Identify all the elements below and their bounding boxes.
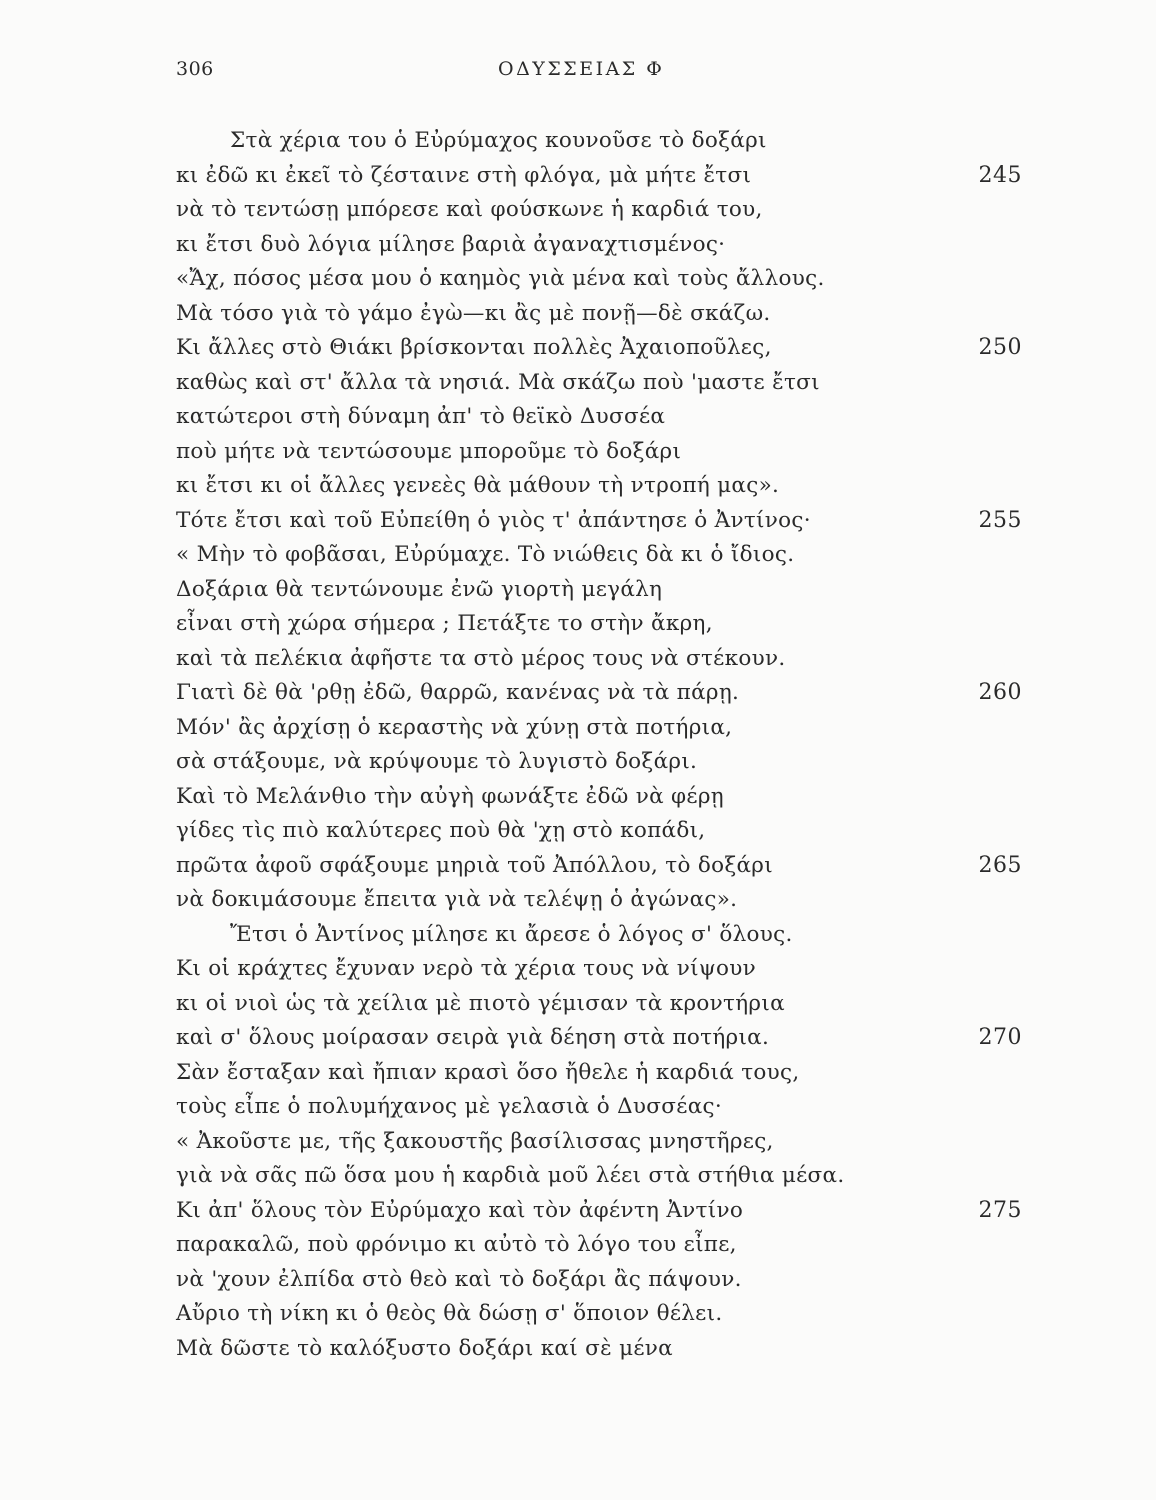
verse-line [176, 193, 1026, 228]
verse-line [176, 504, 1026, 539]
verse-line [176, 1263, 1026, 1298]
verse-line-text: σὰ στάξουμε, νὰ κρύψουμε τὸ λυγιστὸ δοξάρι. [176, 749, 698, 774]
verse-line [176, 1056, 1026, 1091]
verse-line [176, 711, 1026, 746]
verse-line [176, 331, 1026, 366]
verse-line [176, 400, 1026, 435]
verse-line [176, 297, 1026, 332]
line-number: 265 [978, 852, 1022, 878]
verse-line-text: νὰ 'χουν ἐλπίδα στὸ θεὸ καὶ τὸ δοξάρι ἂς πάψουν. [176, 1266, 742, 1292]
verse-line [176, 1228, 1026, 1263]
verse-line-text: Δοξάρια θὰ τεντώνουμε ἐνῶ γιορτὴ μεγάλη [176, 576, 663, 602]
verse-line [176, 987, 1026, 1022]
verse-line-text: νὰ δοκιμάσουμε ἔπειτα γιὰ νὰ τελέψῃ ὁ ἀγώνας». [176, 887, 738, 912]
verse-line-text: Στὰ χέρια του ὁ Εὐρύμαχος κουνοῦσε τὸ δοξάρι [230, 128, 767, 153]
verse-line-text: κι ἔτσι κι οἱ ἄλλες γενεὲς θὰ μάθουν τὴ ντροπή μας». [176, 473, 780, 498]
verse-line [176, 1332, 1026, 1367]
verse-line-text: τοὺς εἶπε ὁ πολυμήχανος μὲ γελασιὰ ὁ Δυσσέας· [176, 1094, 722, 1119]
verse-line [176, 745, 1026, 780]
line-number: 275 [978, 1197, 1022, 1223]
verse-line [176, 883, 1026, 918]
verse-line [176, 642, 1026, 677]
verse-line [176, 262, 1026, 297]
line-number: 255 [978, 507, 1022, 533]
verse-line [176, 573, 1026, 608]
verse-line-text: πρῶτα ἀφοῦ σφάξουμε μηριὰ τοῦ Ἀπόλλου, τὸ δοξάρι [176, 852, 773, 878]
verse-line-text: κι ἐδῶ κι ἐκεῖ τὸ ζέσταινε στὴ φλόγα, μὰ μήτε ἔτσι [176, 162, 752, 188]
verse-line-text: Σὰν ἔσταξαν καὶ ἤπιαν κρασὶ ὅσο ἤθελε ἡ καρδιά τους, [176, 1059, 800, 1085]
verse-line-text: Κι ἄλλες στὸ Θιάκι βρίσκονται πολλὲς Ἀχαιοποῦλες, [176, 335, 772, 360]
line-number: 245 [978, 162, 1022, 188]
verse-line-text: κι οἱ νιοὶ ὡς τὰ χείλια μὲ πιοτὸ γέμισαν τὰ κροντήρια [176, 990, 785, 1016]
verse-line [176, 1297, 1026, 1332]
verse-line-text: « Ἀκοῦστε με, τῆς ξακουστῆς βασίλισσας μνηστῆρες, [176, 1128, 774, 1154]
verse-line [176, 538, 1026, 573]
verse-line [176, 1159, 1026, 1194]
verse-line-text: καθὼς καὶ στ' ἄλλα τὰ νησιά. Μὰ σκάζω ποὺ 'μαστε ἔτσι [176, 369, 820, 395]
verse-line-text: εἶναι στὴ χώρα σήμερα ; Πετάξτε το στὴν ἄκρη, [176, 611, 713, 636]
verse-line-text: κατώτεροι στὴ δύναμη ἀπ' τὸ θεϊκὸ Δυσσέα [176, 404, 666, 429]
verse-line [176, 849, 1026, 884]
verse-line-text: γίδες τὶς πιὸ καλύτερες ποὺ θὰ 'χῃ στὸ κοπάδι, [176, 818, 706, 843]
verse-line-text: Καὶ τὸ Μελάνθιο τὴν αὐγὴ φωνάξτε ἐδῶ νὰ φέρῃ [176, 783, 724, 809]
verse-line [176, 676, 1026, 711]
verse-line-text: Τότε ἔτσι καὶ τοῦ Εὐπείθη ὁ γιὸς τ' ἀπάντησε ὁ Ἀντίνος· [176, 507, 811, 533]
verse-line-text: «Ἄχ, πόσος μέσα μου ὁ καημὸς γιὰ μένα καὶ τοὺς ἄλλους. [176, 266, 825, 291]
verse-line-text: κι ἔτσι δυὸ λόγια μίλησε βαριὰ ἀγαναχτισμένος· [176, 231, 726, 257]
verse-line [176, 1194, 1026, 1229]
running-title: ΟΔΥΣΣΕΙΑΣ Φ [498, 58, 665, 80]
verse-line [176, 918, 1026, 953]
verse-line [176, 366, 1026, 401]
verse-line-text: ποὺ μήτε νὰ τεντώσουμε μποροῦμε τὸ δοξάρι [176, 438, 682, 464]
verse-line [176, 780, 1026, 815]
page-number: 306 [176, 58, 214, 80]
verse-line [176, 1021, 1026, 1056]
verse-line-text: γιὰ νὰ σᾶς πῶ ὅσα μου ἡ καρδιὰ μοῦ λέει στὰ στήθια μέσα. [176, 1163, 845, 1188]
verse-line-text: Μὰ τόσο γιὰ τὸ γάμο ἐγὼ—κι ἂς μὲ πονῇ—δὲ σκάζω. [176, 300, 771, 326]
verse-line [176, 952, 1026, 987]
line-number: 270 [978, 1025, 1022, 1050]
verse-line [176, 228, 1026, 263]
verse-line [176, 1125, 1026, 1160]
verse-line-text: Μὰ δῶστε τὸ καλόξυστο δοξάρι καί σὲ μένα [176, 1335, 673, 1361]
line-number: 250 [978, 335, 1022, 360]
verse-line [176, 159, 1026, 194]
verse-line [176, 814, 1026, 849]
verse-line [176, 607, 1026, 642]
verse-line-text: Γιατὶ δὲ θὰ 'ρθῃ ἐδῶ, θαρρῶ, κανένας νὰ τὰ πάρῃ. [176, 680, 740, 705]
verse-line [176, 124, 1026, 159]
verse-line-text: Ἔτσι ὁ Ἀντίνος μίλησε κι ἄρεσε ὁ λόγος σ' ὅλους. [230, 921, 793, 947]
verse-line-text: νὰ τὸ τεντώσῃ μπόρεσε καὶ φούσκωνε ἡ καρδιά του, [176, 197, 763, 222]
line-number: 260 [978, 680, 1022, 705]
verse-line-text: Αὔριο τὴ νίκη κι ὁ θεὸς θὰ δώσῃ σ' ὅποιον θέλει. [176, 1301, 723, 1326]
verse-line [176, 469, 1026, 504]
verse-block [176, 124, 1026, 1366]
verse-line-text: Κι ἀπ' ὅλους τὸν Εὐρύμαχο καὶ τὸν ἀφέντη Ἀντίνο [176, 1197, 744, 1223]
verse-line [176, 1090, 1026, 1125]
verse-line-text: καὶ τὰ πελέκια ἀφῆστε τα στὸ μέρος τους νὰ στέκουν. [176, 645, 786, 671]
verse-line-text: παρακαλῶ, ποὺ φρόνιμο κι αὐτὸ τὸ λόγο του εἶπε, [176, 1232, 737, 1257]
page-header [0, 58, 1156, 88]
verse-line-text: Κι οἱ κράχτες ἔχυναν νερὸ τὰ χέρια τους νὰ νίψουν [176, 956, 757, 981]
verse-line-text: καὶ σ' ὅλους μοίρασαν σειρὰ γιὰ δέηση στὰ ποτήρια. [176, 1025, 770, 1050]
verse-line-text: Μόν' ἂς ἀρχίσῃ ὁ κεραστὴς νὰ χύνῃ στὰ ποτήρια, [176, 714, 733, 740]
verse-line [176, 435, 1026, 470]
verse-line-text: « Μὴν τὸ φοβᾶσαι, Εὐρύμαχε. Τὸ νιώθεις δὰ κι ὁ ἴδιος. [176, 542, 795, 567]
